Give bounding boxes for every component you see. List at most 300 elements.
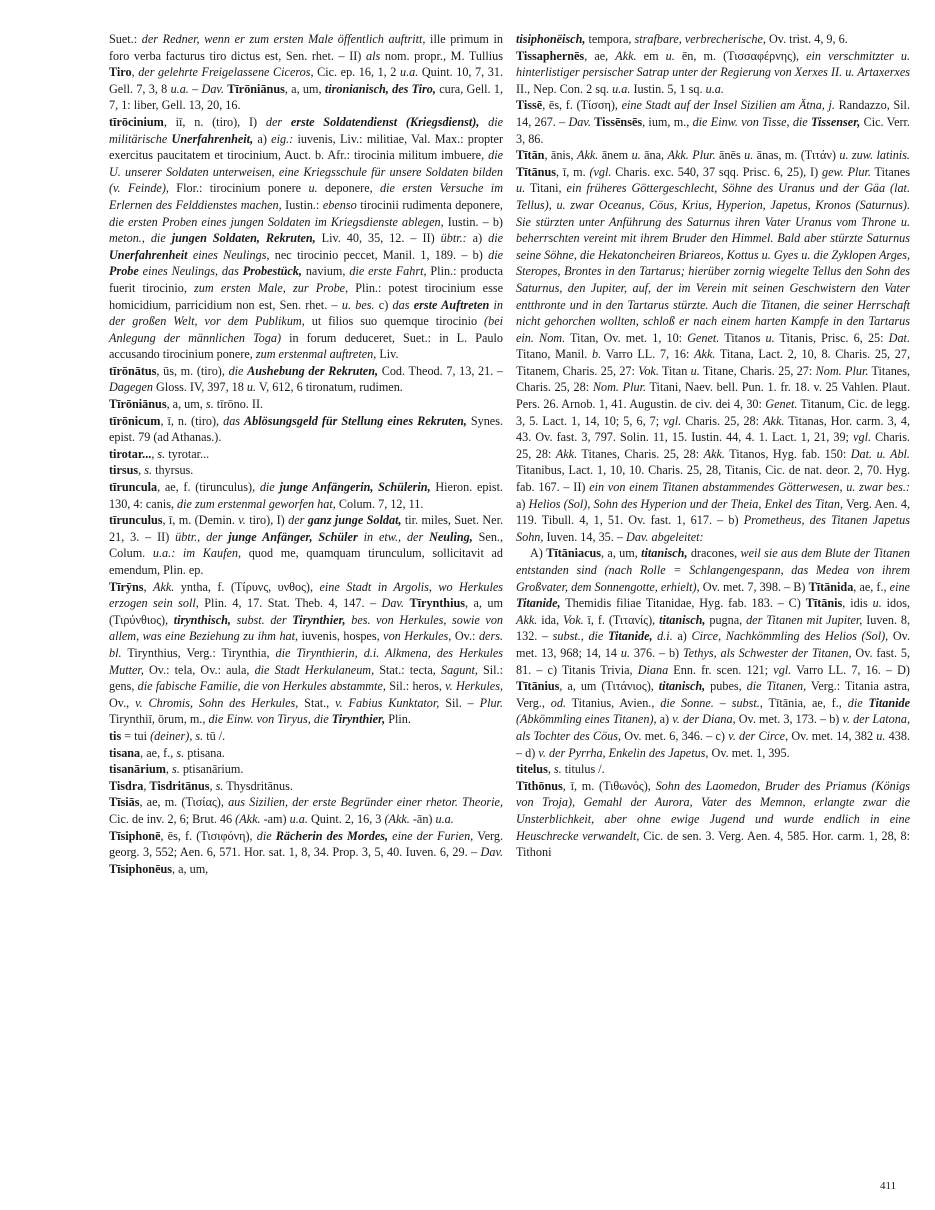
entry-text: (bei Anlegung der männlichen Toga) [109, 314, 503, 345]
entry-text: zum ersten Male, zur Probe, [194, 280, 349, 295]
entry-text: , ī, m. (Τιθωνός), [562, 778, 656, 793]
entry-text: Vok. [563, 612, 584, 627]
dictionary-entry [516, 48, 910, 98]
entry-text: die Einw. von Tisse, die [692, 114, 811, 129]
dictionary-entry [109, 512, 503, 578]
entry-text: u. zuw. latinis. [839, 148, 910, 163]
entry-text: eine Stadt in Argolis, wo Herkules erzogen sein soll, [109, 579, 503, 611]
entry-text: Iuven. 14, 35. – [543, 529, 627, 544]
entry-text: Sil.: gens, [109, 662, 503, 694]
entry-text: Akk. [153, 579, 175, 594]
entry-text: Charis. 25, 28: [681, 413, 764, 428]
entry-text: Tisdritānus [149, 778, 210, 793]
entry-text: Aushebung der Rekruten, [247, 363, 379, 378]
entry-text: Unerfahrenheit, [171, 131, 254, 146]
entry-text: eig.: [271, 131, 294, 146]
entry-text: Ov.: [451, 629, 479, 644]
entry-text: tīrōno. II. [213, 397, 264, 412]
entry-text: Charis. exc. 540, 37 sqq. Prisc. 6, 25), I) [611, 164, 822, 179]
entry-text: v. der Pyrrha, Enkelin des Japetus, [538, 745, 709, 760]
entry-text: junge Anfängerin, Schülerin, [279, 480, 431, 495]
entry-text: u.a.: im Kaufen, [152, 546, 242, 561]
entry-text: , a, um, [166, 397, 206, 412]
entry-text: v. der Latona, als Tochter des Cöus, [516, 712, 911, 743]
entry-text: tisanārium [109, 762, 166, 777]
entry-text: strafbare, verbrecherische, [634, 32, 766, 46]
entry-text: Probe [109, 264, 139, 279]
entry-text: a) [253, 131, 272, 146]
entry-text: tīrunculus [109, 513, 163, 528]
entry-text: tirynthisch, [173, 612, 231, 627]
entry-text: Akk. Plur. [667, 148, 716, 163]
entry-text: ptisanārium. [179, 762, 244, 777]
entry-text: Ov. met. 14, 382 [788, 728, 877, 743]
entry-text: übtr.: [440, 231, 467, 246]
dictionary-entry [109, 114, 503, 363]
entry-text: ganz junge Soldat, [307, 513, 402, 528]
entry-text: ēn, m. (Τισσαφέρνης), [674, 48, 807, 63]
entry-text: navium, [301, 264, 350, 279]
entry-text: Plin.: producta fuerit tirocinio, [109, 264, 504, 295]
entry-text: Tītānida [808, 579, 854, 594]
entry-text: iuvenis, hospes, [298, 629, 384, 644]
entry-text: Ov.: tela, Ov.: aula, [143, 662, 255, 677]
entry-text: s. [215, 778, 224, 793]
entry-text: ānas, m. (Τιτάν) [753, 148, 840, 163]
entry-text: Enn. fr. scen. 121; [668, 662, 774, 677]
entry-text: pubes, [705, 679, 747, 694]
entry-text: , [138, 463, 145, 478]
entry-text: Dav. [480, 845, 503, 860]
entry-text: Ablösungsgeld für Stellung eines Rekruten, [244, 413, 467, 428]
entry-text: u.a. [289, 811, 308, 826]
entry-text: die zum erstenmal geworfen hat, [177, 496, 336, 511]
entry-text: , idis [842, 596, 873, 611]
entry-text: Tītān [516, 148, 545, 163]
entry-text: v. Fabius Kunktator, [335, 695, 440, 710]
entry-text: u. [516, 181, 526, 196]
dictionary-entry [109, 728, 503, 745]
entry-text: junge Anfänger, Schüler [228, 529, 358, 544]
entry-text: Stat.: tecta, [374, 662, 441, 677]
entry-text: Iustin. – b) [443, 214, 503, 229]
entry-text: , ī, m. [555, 164, 590, 179]
entry-text: tīrōnicum [109, 413, 161, 428]
entry-text: Akk. [694, 347, 716, 362]
entry-text: Titanibus, Lact. 1, 10, 10. Charis. 25, 28, Titanis, Cic. de nat. deor. 2, 70. Hyg. fab. 167. – II) [516, 463, 910, 495]
entry-text: die ersten Versuche im Erlernen des Felddienstes machen, [109, 181, 503, 212]
entry-text: Plur. [479, 695, 503, 710]
entry-text: Titana, Lact. 2, 10, 8. Charis. 25, 27, Titanem, Charis. 25, 27: [516, 347, 911, 378]
dictionary-entry [109, 396, 503, 413]
entry-text: die Einw. von Tiryus, die [208, 712, 332, 727]
entry-text: b. [591, 347, 602, 362]
entry-text: die fabische Familie, die von Herkules abstammte, [137, 679, 386, 694]
entry-text: pugna, [705, 612, 747, 627]
left-column [109, 31, 503, 877]
entry-text: Tīrynthius [409, 596, 465, 611]
entry-text: der Redner, wenn er zum ersten Male öffentlich auftritt, [141, 32, 426, 46]
entry-text: Tiro [109, 65, 132, 80]
entry-text: Quint. 10, 7, 31. Gell. 7, 3, 8 [109, 65, 503, 96]
entry-text: ders. bl. [109, 629, 503, 660]
entry-text: die U. unserer Soldaten unterweisen, eine Kriegsschule für unsere Soldaten bilden (v. Feinde), [109, 148, 503, 196]
entry-text: titanisch, [659, 612, 706, 627]
entry-text: Akk. [615, 48, 637, 63]
entry-text: Titanide, [607, 629, 653, 644]
entry-text: Probestück, [242, 264, 302, 279]
entry-text: tisana [109, 745, 141, 760]
entry-text: , ae, m. (Τισίας), [139, 795, 229, 810]
entry-text: das [223, 413, 245, 428]
entry-text: v. Herkules, [445, 679, 503, 694]
entry-text: Nom. Plur. [592, 380, 647, 395]
entry-text: Iustin. 5, 1 sq. [630, 81, 706, 96]
entry-text: Tīrȳns [109, 579, 144, 594]
entry-text: deponere, [317, 181, 381, 196]
entry-text: Titanis, Prisc. 6, 25: [774, 330, 889, 345]
entry-text: Sil.: heros, [385, 679, 446, 694]
entry-text: , ae, f., [140, 745, 177, 760]
entry-text: āna, [640, 148, 668, 163]
dictionary-entry [109, 479, 503, 512]
entry-text: u. [620, 645, 630, 660]
entry-text: , ēs, f. (Τισιφόνη), [160, 828, 257, 843]
entry-text: 438. – d) [516, 728, 910, 760]
entry-text: tirsus [109, 463, 139, 478]
entry-text: Flor.: tirocinium ponere [168, 181, 309, 196]
entry-text: a) [466, 231, 489, 246]
dictionary-entry [109, 579, 503, 728]
entry-text: Titano, Manil. [516, 347, 592, 362]
dictionary-entry [109, 413, 503, 446]
entry-text: Ov., [109, 695, 136, 710]
entry-text: übtr., der [175, 529, 229, 544]
dictionary-entry [516, 97, 910, 147]
entry-text: Titanide [868, 695, 911, 710]
entry-text: s. [157, 446, 166, 461]
entry-text: Dav. [201, 81, 224, 96]
entry-text: Liv. 40, 35, 12. – II) [315, 231, 441, 246]
entry-text: Tīsiās [109, 795, 140, 810]
entry-text: gew. Plur. [821, 164, 871, 179]
entry-text: ein von einem Titanen abstammendes Götterwesen, u. zwar bes.: [589, 480, 910, 495]
entry-text: titulus /. [561, 762, 605, 777]
dictionary-entry [109, 446, 503, 463]
entry-text: u.a. [170, 81, 189, 96]
entry-text: in forum deduceret, Suet.: in L. Paulo accusando tirocinium ponere, [109, 330, 503, 362]
entry-text: Titanide, [516, 596, 561, 611]
entry-text: Tīsiphonē [109, 828, 161, 843]
entry-text: Themidis filiae Titanidae, Hyg. fab. 183. – C) [560, 596, 806, 611]
entry-text: Tīthōnus [516, 778, 563, 793]
entry-text: in der großen Welt, vor dem Publikum, [109, 297, 503, 329]
entry-text: , a, um, [284, 81, 325, 96]
entry-text: Akk. [516, 612, 538, 627]
entry-text: u.a. [435, 811, 454, 826]
entry-text: weil sie aus dem Blute der Titanen entstanden sind (nach Rolle = Schlangengespann, das Medea von ihrem Großvater, dem Sonnengotte, erhielt), [516, 546, 910, 594]
entry-text: Tītānus [516, 164, 556, 179]
entry-text: quod me, quamquam tirunculum, sollicitavit ad emendum, Plin. ep. [109, 546, 503, 577]
entry-text: Rächerin des Mordes, [275, 828, 389, 843]
entry-text: der gelehrte Freigelassene Ciceros, [138, 65, 314, 80]
entry-text: Titanes, Charis. 25, 28: [516, 363, 910, 395]
entry-text: Sagunt, [440, 662, 478, 677]
entry-text: Dav. [568, 114, 591, 129]
entry-text: u. [876, 728, 886, 743]
entry-text: Titane, Charis. 25, 27: [699, 363, 816, 378]
entry-text: , ae, f., [853, 579, 890, 594]
entry-text: tempora, [585, 32, 635, 46]
entry-text: , [209, 778, 216, 793]
entry-text: Liv. [376, 347, 399, 362]
entry-text: s. [144, 463, 153, 478]
entry-text: Tirynthius, Verg.: Tirynthia, [121, 645, 276, 660]
entry-text: yntha, f. (Τίρυνς, υνθος), [174, 579, 320, 594]
entry-text: Synes. epist. 79 (ad Athanas.). [109, 413, 503, 445]
entry-text: , [131, 65, 139, 80]
entry-text: , ānis, [544, 148, 578, 163]
entry-text: Ov. met. 1, 395. [708, 745, 790, 760]
entry-text: tirotar... [109, 446, 152, 461]
entry-text: od. [550, 695, 566, 710]
entry-text: ānēs [715, 148, 745, 163]
entry-text: Unerfahrenheit [109, 247, 188, 262]
entry-text: ī, f. (Τιτανίς), [583, 612, 660, 627]
entry-text: die [488, 247, 503, 262]
entry-text: Titanum, Cic. de legg. 3, 5. Lact. 1, 14, 10; 5, 6, 7; [516, 397, 910, 428]
entry-text: Tissaphernēs [516, 48, 585, 63]
entry-text: s. [176, 745, 185, 760]
entry-text: die Titanen, [746, 679, 807, 694]
entry-text: Ov. met. 6, 346. – c) [621, 728, 729, 743]
entry-text: Gloss. IV, 397, 18 [153, 380, 247, 395]
entry-text: ida, [537, 612, 564, 627]
entry-text: , [151, 446, 158, 461]
entry-text: Cod. Theod. 7, 13, 21. – [378, 363, 504, 378]
entry-text: d.i. [652, 629, 673, 644]
entry-text: u. [765, 330, 775, 345]
entry-text: dracones, [687, 546, 741, 561]
entry-text: Vok. [638, 363, 659, 378]
entry-text: erste Soldatendienst (Kriegsdienst), [290, 114, 480, 129]
entry-text: u. [744, 148, 754, 163]
entry-text: u.a. [705, 81, 724, 96]
entry-text: als [366, 48, 381, 63]
entry-text: u. [665, 48, 675, 63]
entry-text: Verg. Aen. 4, 119. Tibull. 4, 1, 51. Ov. fast. 1, 617. – b) [516, 496, 911, 528]
entry-text: Iuven. 8, 132. – [516, 612, 911, 644]
entry-text: , a, um (Τιρύνθιος), [109, 596, 503, 627]
entry-text: u. [631, 148, 641, 163]
entry-text: Titani, [525, 181, 567, 196]
entry-text: zum erstenmal auftreten, [255, 347, 377, 362]
entry-text: (vgl. [589, 164, 612, 179]
entry-text: ut filios suo quemque tirocinio [304, 314, 485, 329]
entry-text: eines Neulings, [187, 247, 270, 262]
entry-text: titanisch, [658, 679, 706, 694]
entry-text: a) [656, 712, 673, 727]
entry-text: eine Stadt auf der Insel Sizilien am Ätna, j. [621, 98, 835, 113]
entry-text: V, 612, 6 tironatum, rudimen. [256, 380, 403, 395]
page-number: 411 [880, 1180, 897, 1192]
entry-text: Plin.: potest tirocinium esse homicidium, parricidium non est, Sen. rhet. – [109, 280, 503, 312]
entry-text: vgl. [663, 413, 682, 428]
entry-text: v. der Circe, [728, 728, 789, 743]
entry-text: = tui [121, 728, 151, 743]
entry-text: Titan, Ov. met. 1, 10: [565, 330, 688, 345]
entry-text: Akk. [763, 413, 785, 428]
dictionary-entry [109, 363, 503, 396]
entry-text: (deiner), s. [150, 728, 204, 743]
entry-text: Dat. u. Abl. [850, 446, 910, 461]
entry-text: Tīsiphonēus [109, 861, 173, 876]
entry-text: s. [205, 397, 214, 412]
entry-text: vgl. [773, 662, 792, 677]
entry-text: II., Nep. Con. 2 sq. [516, 81, 613, 96]
entry-text: Iustin.: [281, 197, 323, 212]
entry-text: Akk. [703, 446, 725, 461]
entry-text: 376. – b) [630, 645, 683, 660]
entry-text: Plin. [385, 712, 411, 727]
entry-text: die [256, 828, 276, 843]
entry-text: Dav. abgeleitet: [626, 529, 704, 544]
entry-text: ein früheres Göttergeschlecht, Söhne des Uranus und der Gäa (lat. Tellus), u. zwar Oceanus, Cöus, Krius, Hyperion, Japetus, Kronos (Saturnus). Sie stürzten unter Anführung des Saturnus ihren Vater Uranus vom Throne u. beherrschten vereint mit ihrem Bruder den Himmel. Bald aber stürzte Saturnus seine Söhne, die Hekatoncheiren Briareos, Kottus u. Gyes u. die Zyklopen Arges, Steropes, Brontes in den Tartarus; hierüber zornig wiegelte Tellus den Sohn des Saturnus, den Jupiter, auf, der im Verein mit seinen Geschwistern den Vater entthronte und in den Tartarus stürzte. Auch die Titanen, die seiner Herrschaft nicht gehorchen wollten, schloß er nach einem harten Kampfe in den Tartarus ein. Nom. [516, 181, 910, 345]
entry-text: Titani, Naev. bell. Pun. 1. fr. 18. v. 25 Vahlen. Plaut. Pers. 26. Arnob. 1, 41. Augustin. de civ. dei 4, 30: [516, 380, 910, 412]
entry-text: die ersten Proben eines jungen Soldaten im Kriegsdienste ablegen, [109, 214, 444, 229]
dictionary-entry [516, 147, 910, 545]
entry-text: Neuling, [429, 529, 473, 544]
entry-text: Colum. 7, 12, 11. [335, 496, 424, 511]
entry-text: , ēs, f. (Τίσση), [542, 98, 622, 113]
entry-text: v. Chromis, Sohn des Herkules, [135, 695, 299, 710]
entry-text: s. [171, 762, 180, 777]
entry-text: (Akk. [235, 811, 261, 826]
dictionary-entry [516, 778, 910, 861]
entry-text: -am) [260, 811, 290, 826]
entry-text: Titanius, Avien., [566, 695, 661, 710]
entry-text: Diana [637, 662, 669, 677]
entry-text: tīrōcinium [109, 114, 164, 129]
entry-text: nom. propr., M. Tullius [380, 48, 503, 63]
entry-text: tisiphonëisch, [516, 32, 586, 46]
entry-text: der [288, 513, 308, 528]
entry-text: aus Sizilien, der erste Begründer einer rhetor. Theorie, [228, 795, 503, 810]
entry-text: Suet.: [109, 32, 142, 46]
entry-text: A) [530, 546, 547, 561]
entry-text: die Sonne. – subst., [660, 695, 763, 710]
entry-text: der Titanen mit Jupiter, [746, 612, 863, 627]
entry-text: Sohn des Laomedon, Bruder des Priamus (Königs von Troja), Gemahl der Aurora, Vater des Memnon, erlangte zwar die Unsterblichkeit, aber ohne ewige Jugend und wurde endlich in eine Heuschrecke verwandelt, [516, 778, 910, 843]
entry-text: Tītānia, ae, f., [762, 695, 848, 710]
entry-text [479, 115, 488, 129]
entry-text: tis [109, 728, 122, 743]
entry-text: u.a. [612, 81, 631, 96]
entry-text: Dav. [381, 596, 404, 611]
entry-text: (Abkömmling eines Titanen), [516, 712, 657, 727]
entry-text: Tissē [516, 98, 543, 113]
entry-text: (Akk. [384, 811, 410, 826]
entry-text: tīruncula [109, 480, 158, 495]
entry-text: Tītānis [805, 596, 843, 611]
entry-text: u. [308, 181, 318, 196]
entry-text: Titanas, Hor. carm. 3, 4, 43. Ov. fast. 3, 797. Solin. 11, 15. Iustin. 44, 4. 1. Lact. 1, 21, 39; [516, 413, 910, 445]
entry-text: Verg.: Titania astra, Verg., [516, 679, 910, 710]
entry-text: , [165, 762, 172, 777]
entry-text: eines Neulings, das [138, 264, 243, 279]
entry-text: s. [553, 762, 562, 777]
dictionary-entry [516, 761, 910, 778]
right-column [516, 31, 910, 861]
entry-text: Charis. 25, 28: [516, 430, 910, 461]
entry-text: Tirynthier, [292, 612, 346, 627]
entry-text: ptisana. [184, 745, 225, 760]
entry-text: , ae, [584, 48, 616, 63]
entry-text: v. der Diana, [672, 712, 736, 727]
dictionary-entry [109, 761, 503, 778]
entry-text: , [143, 579, 154, 594]
entry-text: Cic. de inv. 2, 6; Brut. 46 [109, 811, 236, 826]
entry-text: in etw., der [357, 529, 430, 544]
entry-text: a) [672, 629, 692, 644]
entry-text: Tīrōniānus [109, 397, 167, 412]
entry-text: , ae, f. (tirunculus), [157, 480, 260, 495]
entry-text: Tisdra [109, 778, 144, 793]
entry-text: tīrōnātus [109, 363, 157, 378]
entry-text: Prometheus, des Titanen Japetus Sohn, [516, 513, 910, 544]
entry-text: Randazzo, Sil. 14, 267. – [516, 98, 910, 129]
entry-text: Tissēnsēs [594, 114, 643, 129]
dictionary-entry [516, 31, 910, 48]
entry-text: von Herkules, [383, 629, 452, 644]
entry-text: ein verschmitzter u. hinterlistiger persischer Satrap unter der Regierung von Xerxes II. u. Artaxerxes [516, 48, 910, 80]
entry-text: Ov. met. 13, 968; 14, 14 [516, 629, 911, 660]
entry-text: , a, um (Τιτάνιος), [559, 679, 659, 694]
entry-text: Tethys, als Schwester der Titanen, [682, 645, 852, 660]
entry-text: Titanos [719, 330, 766, 345]
entry-text: , ium, m., [642, 114, 693, 129]
entry-text: subst. der [236, 612, 293, 627]
entry-text: Tissenser, [810, 114, 861, 129]
entry-text: a) [516, 496, 529, 511]
entry-text: Titanes, Charis. 25, 28: [577, 446, 704, 461]
entry-text: Akk. [555, 446, 578, 461]
entry-text: der [265, 114, 291, 129]
entry-text: u.a. [399, 65, 419, 80]
entry-text: Nom. Plur. [815, 363, 869, 378]
entry-text: Dat. [888, 330, 910, 345]
entry-text: Verg. georg. 3, 552; Aen. 6, 571. Hor. sat. 1, 8, 34. Prop. 3, 5, 40. Iuven. 6, 29. – [109, 828, 503, 860]
entry-text: Ov. trist. 4, 9, 6. [765, 32, 848, 46]
entry-text: Varro LL. 7, 16. – D) [791, 662, 910, 677]
entry-text: ānem [598, 148, 632, 163]
entry-text: iuvenis, Liv.: militiae, Val. Max.: propter exercitus paucitatem et tirocinium, Auct. b. Afr.: tirocinia militum imbuere, [109, 131, 504, 163]
entry-text: Hieron. epist. 130, 4: canis, [109, 480, 504, 511]
entry-text: die erste Fahrt, [349, 264, 427, 279]
entry-text: Tīrōniānus [227, 81, 285, 96]
entry-text: die [488, 231, 503, 246]
entry-text: , a, um, [601, 546, 642, 561]
entry-text: cura, Gell. 1, 7, 1: liber, Gell. 13, 20, 16. [109, 81, 503, 113]
entry-text: , a, um, [172, 861, 209, 876]
entry-text: Tītāniacus [546, 546, 602, 561]
entry-text: die militärische [109, 114, 503, 146]
entry-text: Sil. – [439, 695, 480, 710]
entry-text: eine der Furien, [388, 828, 474, 843]
entry-text: Ov. met. 7, 398. – B) [699, 579, 809, 594]
dictionary-entry [109, 778, 503, 795]
entry-text: Genet. [687, 330, 720, 345]
